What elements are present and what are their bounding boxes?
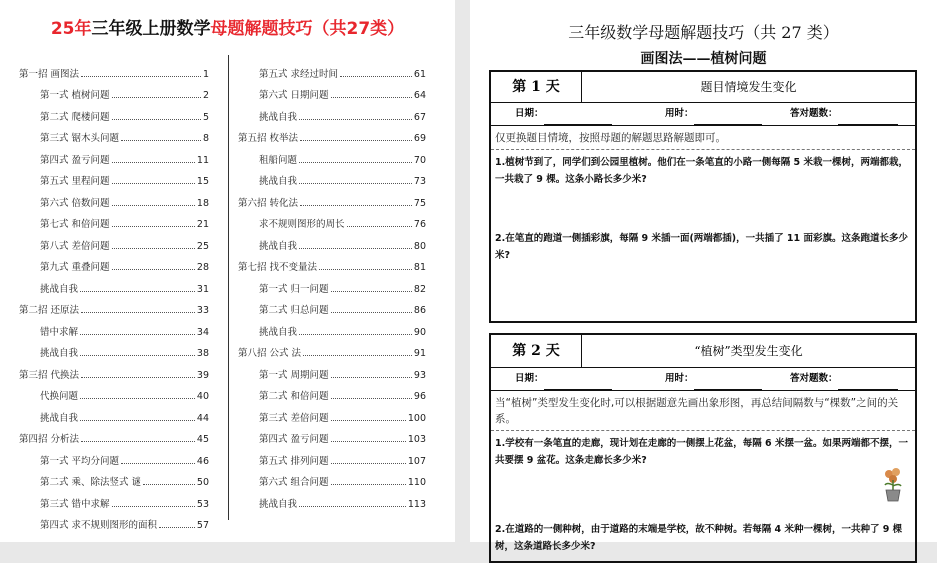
dot-leader — [299, 334, 412, 335]
dot-leader — [299, 506, 406, 507]
card-hint: 当“植树”类型发生变化时,可以根据题意先画出象形图，再总结间隔数与“棵数”之间的关系。 — [491, 391, 915, 431]
time-label: 用时： — [665, 108, 694, 119]
toc-entry-label: 第六式 倍数问题 — [40, 197, 110, 209]
toc-entry-label: 挑战自我 — [259, 498, 298, 510]
toc-entry[interactable] — [238, 123, 426, 145]
toc-entry[interactable] — [238, 58, 426, 80]
dot-leader — [81, 76, 201, 77]
toc-entry-label: 第三式 错中求解 — [40, 498, 110, 510]
toc-entry[interactable] — [238, 359, 426, 381]
toc-entry-page: 44 — [196, 412, 209, 424]
toc-entry-label: 第二式 乘、除法竖式 谜 — [40, 477, 142, 488]
dot-leader — [112, 506, 195, 507]
toc-entry[interactable] — [19, 402, 209, 424]
toc-entry[interactable] — [19, 316, 209, 338]
time-label: 用时： — [665, 373, 694, 384]
day-card — [489, 333, 917, 563]
toc-entry[interactable] — [238, 209, 426, 231]
dot-leader — [331, 398, 412, 399]
dot-leader — [80, 420, 195, 421]
toc-entry-label: 挑战自我 — [259, 176, 298, 187]
toc-entry[interactable] — [238, 424, 426, 446]
toc-column-1 — [19, 58, 209, 531]
dot-leader — [112, 183, 195, 184]
dot-leader — [331, 441, 406, 442]
date-label: 日期： — [515, 373, 544, 384]
dot-leader — [331, 484, 406, 485]
toc-entry-page: 2 — [202, 90, 209, 101]
question-1: 1.植树节到了，同学们到公园里植树。他们在一条笔直的小路一侧每隔 5 米栽一棵树，两端都栽，一共栽了 9 棵。这条小路长多少米? — [495, 157, 908, 185]
toc-entry-label: 挑战自我 — [40, 412, 79, 424]
dot-leader — [331, 377, 412, 378]
toc-entry-label: 挑战自我 — [259, 240, 298, 252]
toc-entry-page: 25 — [196, 240, 209, 252]
card-header — [491, 72, 915, 103]
toc-entry-label: 第一式 周期问题 — [259, 369, 329, 381]
toc-entry-page: 90 — [413, 326, 426, 338]
dot-leader — [299, 183, 412, 184]
worksheet-page — [470, 0, 937, 552]
toc-entry-page: 31 — [196, 283, 209, 295]
toc-entry-page: 1 — [202, 68, 209, 80]
toc-entry-label: 第五式 排列问题 — [259, 455, 329, 467]
dot-leader — [299, 162, 412, 163]
toc-entry-label: 第五招 枚举法 — [238, 133, 299, 144]
toc-entry-page: 61 — [413, 68, 426, 80]
toc-entry-label: 挑战自我 — [40, 283, 79, 295]
toc-entry[interactable] — [238, 144, 426, 166]
toc-entry-label: 第一式 平均分问题 — [40, 455, 120, 467]
toc-column-2 — [238, 58, 426, 510]
dot-leader — [340, 76, 412, 77]
dot-leader — [81, 441, 195, 442]
toc-entry-label: 第一式 植树问题 — [40, 90, 110, 101]
dot-leader — [300, 205, 412, 206]
toc-entry-page: 76 — [413, 219, 426, 230]
dot-leader — [331, 312, 412, 313]
dot-leader — [81, 312, 195, 313]
dot-leader — [303, 355, 412, 356]
dot-leader — [299, 119, 412, 120]
toc-entry-label: 第二式 和倍问题 — [259, 391, 329, 402]
question-2: 2.在道路的一侧种树，由于道路的末端是学校，故不种树。若每隔 4 米种一棵树，一共种了 9 棵树，这条道路长多少米? — [495, 524, 903, 552]
toc-entry-label: 第三式 差倍问题 — [259, 412, 329, 424]
toc-entry-page: 45 — [196, 434, 209, 445]
toc-entry[interactable] — [19, 424, 209, 446]
toc-entry-page: 100 — [407, 412, 426, 424]
toc-entry[interactable] — [19, 273, 209, 295]
toc-entry-page: 64 — [413, 90, 426, 101]
toc-entry[interactable] — [238, 80, 426, 102]
meta-row — [491, 103, 915, 126]
toc-entry[interactable] — [19, 488, 209, 510]
toc-entry[interactable] — [238, 402, 426, 424]
toc-entry-page: 11 — [196, 154, 209, 166]
toc-entry-label: 第九式 重叠问题 — [40, 262, 110, 273]
time-field[interactable] — [694, 375, 762, 390]
answered-label: 答对题数： — [790, 373, 838, 384]
dot-leader — [143, 484, 195, 485]
dot-leader — [319, 269, 412, 270]
toc-entry-label: 第二式 爬楼问题 — [40, 111, 110, 123]
toc-entry[interactable] — [19, 80, 209, 102]
title-red-prefix: 25年 — [50, 19, 92, 39]
toc-entry-label: 第三招 代换法 — [19, 369, 80, 381]
toc-entry-label: 第四式 求不规则图形的面积 — [40, 520, 158, 531]
toc-entry-label: 代换问题 — [40, 391, 79, 402]
toc-entry-page: 46 — [196, 455, 209, 467]
toc-entry-label: 第一招 画图法 — [19, 68, 80, 80]
day-card — [489, 70, 917, 323]
toc-entry[interactable] — [238, 338, 426, 360]
toc-page — [0, 0, 455, 542]
toc-entry-page: 82 — [413, 283, 426, 295]
dot-leader — [112, 119, 201, 120]
toc-entry-label: 第一式 归一问题 — [259, 283, 329, 295]
toc-entry-label: 第六式 日期问题 — [259, 90, 329, 101]
day-label: 第 2 天 — [491, 335, 582, 367]
toc-entry-page: 34 — [196, 326, 209, 338]
toc-entry-label: 第七招 找不变量法 — [238, 262, 318, 273]
toc-entry-page: 40 — [196, 391, 209, 402]
dot-leader — [300, 140, 412, 141]
dot-leader — [121, 140, 201, 141]
dot-leader — [80, 355, 195, 356]
toc-entry-label: 第七式 和倍问题 — [40, 219, 110, 230]
time-field[interactable] — [694, 110, 762, 125]
toc-entry-page: 96 — [413, 391, 426, 402]
toc-entry[interactable] — [19, 101, 209, 123]
toc-entry[interactable] — [238, 467, 426, 489]
toc-entry-label: 挑战自我 — [259, 111, 298, 123]
toc-entry[interactable] — [19, 209, 209, 231]
toc-entry-page: 110 — [407, 477, 426, 488]
toc-entry-page: 113 — [407, 498, 426, 510]
day-label: 第 1 天 — [491, 72, 582, 102]
toc-entry-page: 107 — [407, 455, 426, 467]
toc-entry[interactable] — [19, 230, 209, 252]
toc-entry-label: 租船问题 — [259, 154, 298, 166]
toc-entry[interactable] — [19, 295, 209, 317]
dot-leader — [112, 248, 195, 249]
toc-entry-page: 91 — [413, 348, 426, 359]
card-header — [491, 335, 915, 368]
worksheet-title: 三年级数学母题解题技巧（共 27 类） — [568, 23, 839, 42]
toc-entry-page: 8 — [202, 133, 209, 144]
toc-entry-page: 50 — [196, 477, 209, 488]
toc-entry-label: 第五式 求经过时间 — [259, 68, 339, 80]
dot-leader — [159, 527, 195, 528]
toc-entry[interactable] — [238, 101, 426, 123]
toc-entry[interactable] — [19, 381, 209, 403]
dot-leader — [347, 226, 412, 227]
toc-entry-page: 70 — [413, 154, 426, 166]
toc-entry-label: 第八式 差倍问题 — [40, 240, 110, 252]
toc-entry-page: 67 — [413, 111, 426, 123]
toc-entry[interactable] — [238, 166, 426, 188]
toc-entry-page: 18 — [196, 197, 209, 209]
answered-field[interactable] — [838, 375, 898, 390]
toc-entry-page: 38 — [196, 348, 209, 359]
dot-leader — [112, 97, 201, 98]
toc-entry[interactable] — [238, 187, 426, 209]
toc-entry[interactable] — [238, 381, 426, 403]
dot-leader — [112, 205, 195, 206]
card-topic: “植树”类型发生变化 — [694, 344, 803, 358]
dot-leader — [80, 398, 195, 399]
toc-entry-page: 39 — [196, 369, 209, 381]
card-topic: 题目情境发生变化 — [700, 80, 797, 94]
toc-entry[interactable] — [19, 123, 209, 145]
dot-leader — [331, 291, 412, 292]
toc-entry-page: 33 — [196, 305, 209, 316]
toc-entry-label: 第六式 组合问题 — [259, 477, 329, 488]
toc-entry-page: 5 — [202, 111, 209, 123]
toc-entry-page: 53 — [196, 498, 209, 510]
card-hint: 仅更换题目情境，按照母题的解题思路解题即可。 — [491, 126, 915, 150]
toc-entry-page: 21 — [196, 219, 209, 230]
toc-entry[interactable] — [19, 187, 209, 209]
title-black-part: 三年级上册数学 — [91, 19, 211, 39]
meta-row — [491, 368, 915, 391]
dot-leader — [80, 334, 195, 335]
toc-entry[interactable] — [238, 295, 426, 317]
toc-entry-label: 第二式 归总问题 — [259, 305, 329, 316]
column-divider — [228, 55, 229, 520]
toc-title — [0, 14, 455, 39]
toc-entry-page: 57 — [196, 520, 209, 531]
toc-entry-label: 第三式 锯木头问题 — [40, 133, 120, 144]
toc-entry[interactable] — [19, 252, 209, 274]
question-2: 2.在笔直的跑道一侧插彩旗，每隔 9 米插一面(两端都插)，一共插了 11 面彩旗。这条跑道长多少米? — [495, 233, 908, 261]
dot-leader — [112, 269, 195, 270]
toc-entry-page: 93 — [413, 369, 426, 381]
question-1: 1.学校有一条笔直的走廊，现计划在走廊的一侧摆上花盆，每隔 6 米摆一盆。如果两端都不摆，一共要摆 9 盆花。这条走廊长多少米? — [495, 438, 908, 466]
toc-entry[interactable] — [238, 273, 426, 295]
dot-leader — [81, 377, 195, 378]
toc-entry[interactable] — [238, 445, 426, 467]
toc-entry-label: 错中求解 — [40, 326, 79, 338]
toc-entry-label: 第四式 盈亏问题 — [259, 434, 329, 445]
toc-entry-label: 求不规则图形的周长 — [259, 219, 345, 230]
toc-entry[interactable] — [19, 144, 209, 166]
toc-entry[interactable] — [19, 359, 209, 381]
toc-entry[interactable] — [238, 316, 426, 338]
dot-leader — [112, 226, 195, 227]
toc-entry[interactable] — [19, 58, 209, 80]
toc-entry-page: 86 — [413, 305, 426, 316]
toc-entry-page: 80 — [413, 240, 426, 252]
dot-leader — [112, 162, 195, 163]
toc-entry[interactable] — [238, 252, 426, 274]
toc-entry[interactable] — [19, 467, 209, 489]
toc-entry-page: 81 — [413, 262, 426, 273]
dot-leader — [331, 97, 412, 98]
toc-entry-label: 第六招 转化法 — [238, 197, 299, 209]
toc-entry[interactable] — [19, 510, 209, 532]
date-label: 日期： — [515, 108, 544, 119]
toc-entry[interactable] — [238, 488, 426, 510]
toc-entry-label: 第五式 里程问题 — [40, 176, 110, 187]
answered-label: 答对题数： — [790, 108, 838, 119]
dot-leader — [80, 291, 195, 292]
dot-leader — [331, 420, 406, 421]
toc-entry[interactable] — [19, 445, 209, 467]
answered-field[interactable] — [838, 110, 898, 125]
toc-entry-label: 挑战自我 — [259, 326, 298, 338]
toc-entry-page: 75 — [413, 197, 426, 209]
toc-entry-page: 15 — [196, 176, 209, 187]
worksheet-subtitle: 画图法——植树问题 — [640, 51, 767, 67]
title-red-suffix: 母题解题技巧（共27类） — [210, 19, 405, 39]
toc-entry-page: 103 — [407, 434, 426, 445]
dot-leader — [121, 463, 195, 464]
toc-entry-label: 第四招 分析法 — [19, 434, 80, 445]
dot-leader — [299, 248, 412, 249]
toc-entry-label: 挑战自我 — [40, 348, 79, 359]
toc-entry[interactable] — [238, 230, 426, 252]
toc-entry-label: 第四式 盈亏问题 — [40, 154, 110, 166]
toc-entry-label: 第八招 公式 法 — [238, 348, 302, 359]
toc-entry-label: 第二招 还原法 — [19, 305, 80, 316]
date-field[interactable] — [544, 110, 612, 125]
potted-plant-icon — [881, 466, 905, 502]
toc-entry-page: 28 — [196, 262, 209, 273]
toc-entry-page: 73 — [413, 176, 426, 187]
date-field[interactable] — [544, 375, 612, 390]
toc-entry-page: 69 — [413, 133, 426, 144]
dot-leader — [331, 463, 406, 464]
toc-entry[interactable] — [19, 166, 209, 188]
toc-entry[interactable] — [19, 338, 209, 360]
